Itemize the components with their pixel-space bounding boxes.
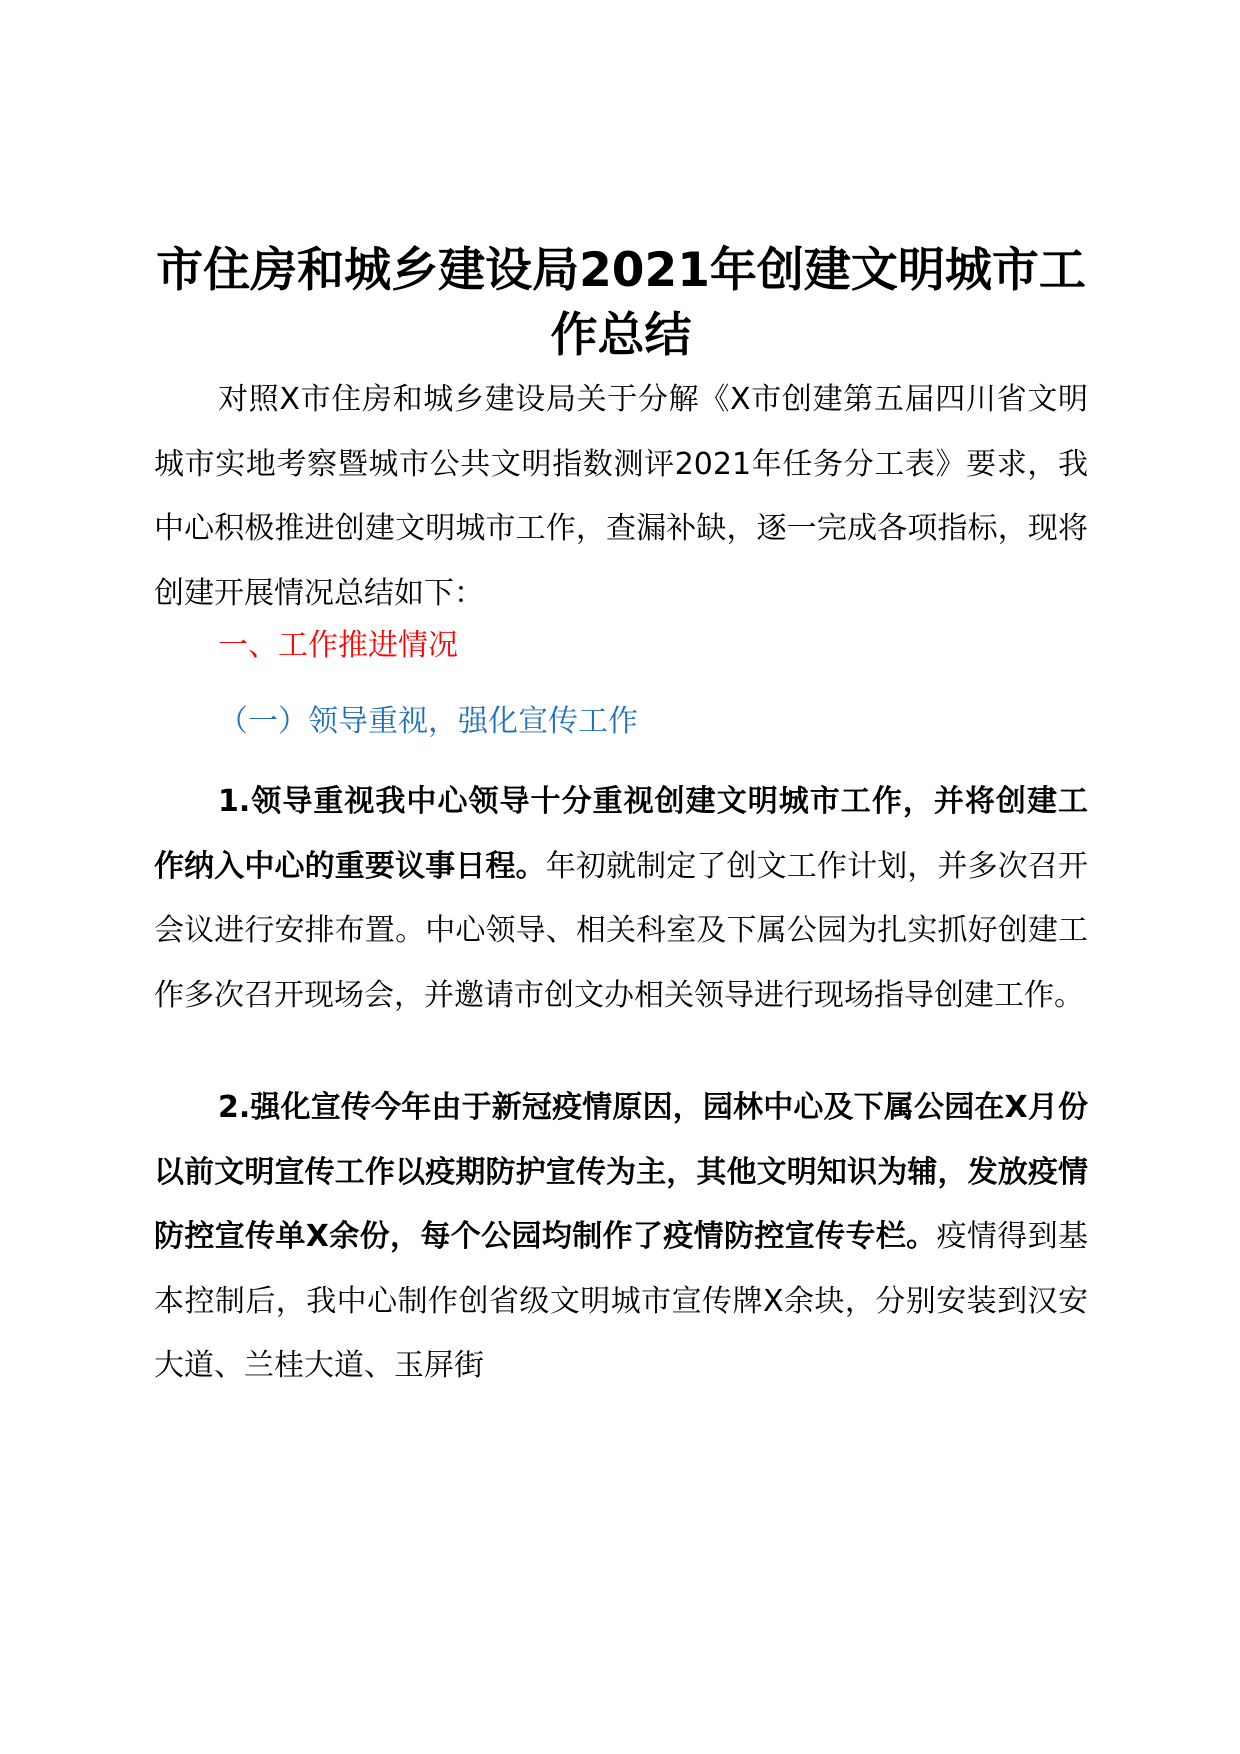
item-2-lead: 2.强化宣传今年由于新冠疫情原因，园林中心及下属公园在X月份以前文明宣传工作以疫期防护宣传为主，其他文明知识为辅，发放疫情防控宣传单X余份，每个公园均制作了疫情防控宣传专栏。 xyxy=(154,1090,1088,1254)
intro-paragraph: 对照X市住房和城乡建设局关于分解《X市创建第五届四川省文明城市实地考察暨城市公共文明指数测评2021年任务分工表》要求，我中心积极推进创建文明城市工作，查漏补缺，逐一完成各项指标，现将创建开展情况总结如下： xyxy=(154,382,1088,611)
section-heading: 一、工作推进情况 xyxy=(218,628,458,663)
item-2-paragraph xyxy=(154,1076,1088,1399)
document-title: 市住房和城乡建设局2021年创建文明城市工作总结 xyxy=(156,243,1086,363)
item-1-paragraph xyxy=(154,770,1088,1028)
item-2-body: 疫情得到基本控制后，我中心制作创省级文明城市宣传牌X余块，分别安装到汉安大道、兰桂大道、玉屏街 xyxy=(154,1219,1088,1383)
subsection-heading: （一）领导重视，强化宣传工作 xyxy=(218,704,638,739)
item-1-body: 年初就制定了创文工作计划，并多次召开会议进行安排布置。中心领导、相关科室及下属公园为扎实抓好创建工作多次召开现场会，并邀请市创文办相关领导进行现场指导创建工作。 xyxy=(154,848,1089,1013)
document-page xyxy=(154,0,1088,1754)
item-1-lead: 1.领导重视我中心领导十分重视创建文明城市工作，并将创建工作纳入中心的重要议事日程。 xyxy=(154,784,1088,884)
